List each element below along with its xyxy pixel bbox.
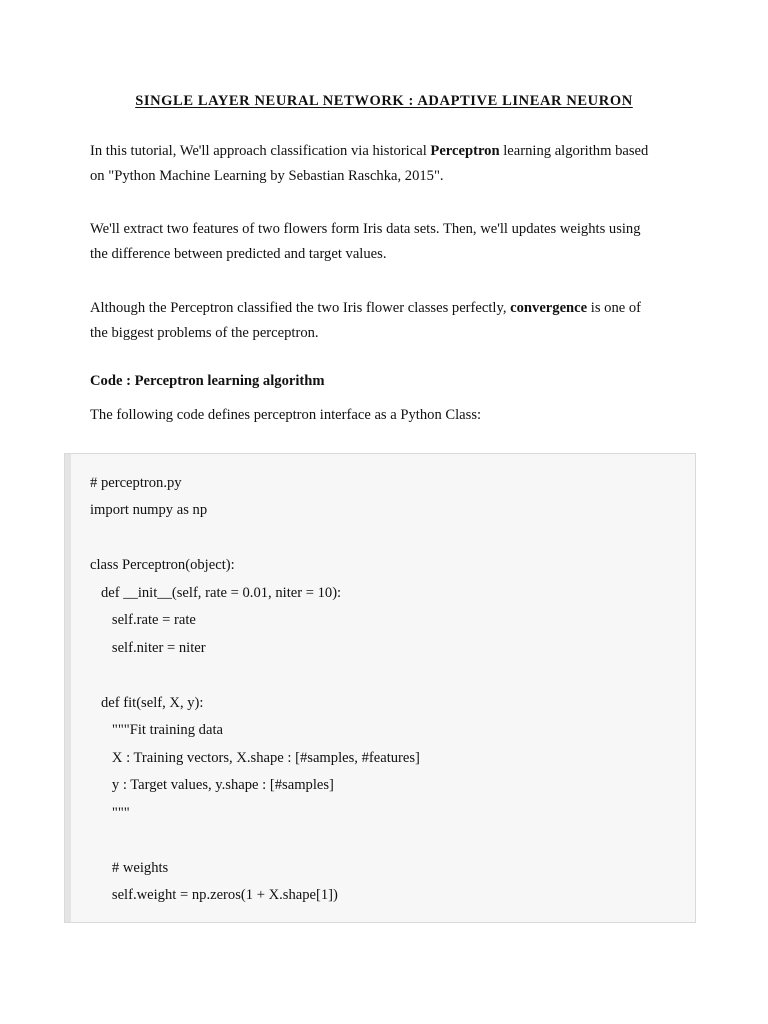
code-line: self.weight = np.zeros(1 + X.shape[1]) <box>90 887 338 903</box>
convergence-line2: the biggest problems of the perceptron. <box>90 325 319 341</box>
code-line: X : Training vectors, X.shape : [#samples, #features] <box>90 750 420 766</box>
convergence-text-end: is one of <box>587 300 642 316</box>
code-line: class Perceptron(object): <box>90 557 235 573</box>
convergence-bold-term: convergence <box>510 300 588 316</box>
features-line1: We'll extract two features of two flowers form Iris data sets. Then, we'll updates weights using <box>90 221 641 237</box>
code-line: import numpy as np <box>90 502 208 518</box>
code-block-accent-bar <box>65 454 71 922</box>
code-block <box>64 453 696 923</box>
document-title: SINGLE LAYER NEURAL NETWORK : ADAPTIVE LINEAR NEURON <box>135 93 633 109</box>
features-line2: the difference between predicted and target values. <box>90 246 387 262</box>
code-line: """Fit training data <box>90 722 223 738</box>
convergence-paragraph <box>90 296 680 346</box>
code-line: # perceptron.py <box>90 475 182 491</box>
convergence-text-start: Although the Perceptron classified the two Iris flower classes perfectly, <box>90 300 511 316</box>
code-line: def fit(self, X, y): <box>90 695 204 711</box>
section-heading: Code : Perceptron learning algorithm <box>90 373 325 389</box>
code-line: """ <box>90 805 130 821</box>
intro-bold-term: Perceptron <box>430 143 500 159</box>
intro-text-start: In this tutorial, We'll approach classification via historical <box>90 143 431 159</box>
intro-text-end: learning algorithm based <box>499 143 649 159</box>
intro-text-line2: on "Python Machine Learning by Sebastian Raschka, 2015". <box>90 168 444 184</box>
code-line: def __init__(self, rate = 0.01, niter = 10): <box>90 585 342 601</box>
code-line: self.rate = rate <box>90 612 196 628</box>
code-intro-text: The following code defines perceptron interface as a Python Class: <box>90 407 482 423</box>
intro-paragraph <box>90 139 680 189</box>
code-line: y : Target values, y.shape : [#samples] <box>90 777 334 793</box>
features-paragraph <box>90 217 680 267</box>
code-line: # weights <box>90 860 169 876</box>
code-line: self.niter = niter <box>90 640 206 656</box>
